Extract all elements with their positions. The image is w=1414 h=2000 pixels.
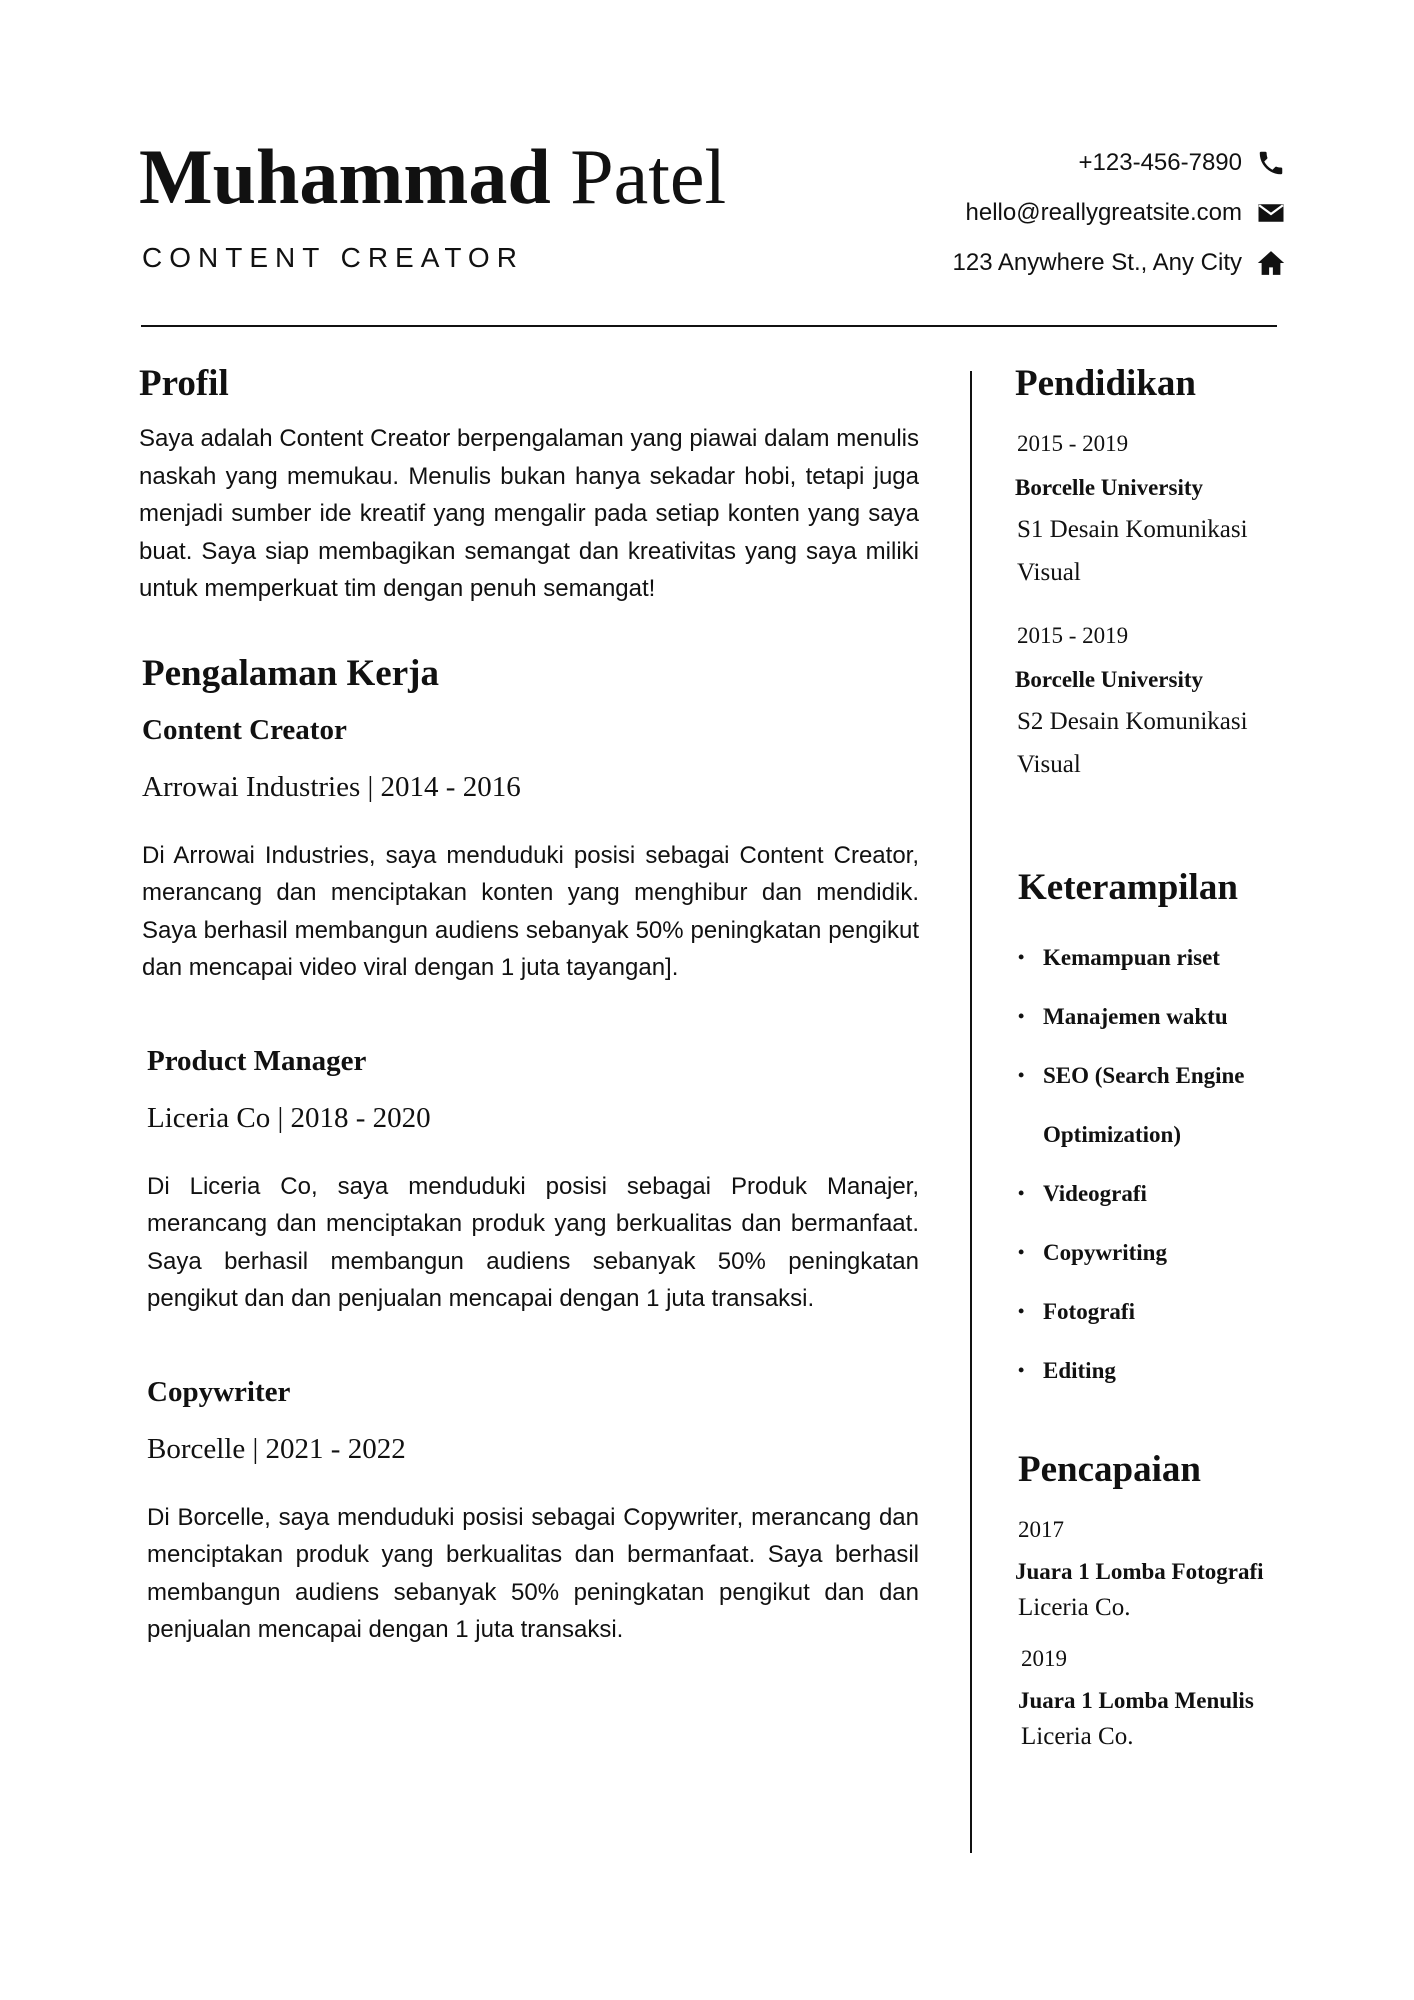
experience-section (139, 650, 919, 1649)
education-school: Borcelle University (1015, 667, 1203, 692)
home-icon (1254, 248, 1288, 278)
address-text: 123 Anywhere St., Any City (952, 249, 1242, 276)
skill-item: • Editing (1018, 1341, 1285, 1400)
phone-icon (1254, 148, 1288, 178)
contact-address (953, 238, 1289, 288)
skill-item: • SEO (Search Engine Optimization) (1018, 1046, 1285, 1164)
candidate-name (139, 132, 726, 222)
job-company-period: Arrowai Industries | 2014 - 2016 (142, 770, 521, 803)
achievement-org: Liceria Co. (1021, 1723, 1134, 1750)
education-years: 2015 - 2019 (1017, 623, 1129, 648)
achievement-year: 2019 (1021, 1646, 1067, 1671)
column-divider (970, 371, 972, 1853)
education-section (1015, 360, 1285, 786)
job-entry (147, 1372, 919, 1649)
job-description: Di Arrowai Industries, saya menduduki posisi sebagai Content Creator, merancang dan menciptakan konten yang menghibur dan mendidik. Saya berhasil membangun audiens sebanyak 50% peningkatan pengikut dan mencapai video viral dengan 1 juta tayangan]. (142, 841, 919, 981)
job-role: CONTENT CREATOR (142, 242, 524, 273)
last-name: Patel (570, 133, 727, 220)
achievement-org: Liceria Co. (1018, 1594, 1131, 1621)
phone-text: +123-456-7890 (1078, 149, 1242, 176)
skills-list (1018, 928, 1285, 1400)
achievements-heading: Pencapaian (1018, 1449, 1201, 1490)
job-description: Di Liceria Co, saya menduduki posisi sebagai Produk Manajer, merancang dan menciptakan produk yang berkualitas dan bermanfaat. Saya berhasil membangun audiens sebanyak 50% peningkatan pengikut dan dan penjualan mencapai dengan 1 juta transaksi. (147, 1172, 919, 1312)
job-company-period: Liceria Co | 2018 - 2020 (147, 1101, 431, 1134)
header-divider (141, 325, 1277, 327)
skill-item: • Manajemen waktu (1018, 987, 1285, 1046)
profile-text: Saya adalah Content Creator berpengalaman yang piawai dalam menulis naskah yang memukau. Menulis bukan hanya sekadar hobi, tetapi juga menjadi sumber ide kreatif yang mengalir pada setiap konten yang saya buat. Saya siap membagikan semangat dan kreativitas yang saya miliki untuk memperkuat tim dengan penuh semangat! (139, 425, 919, 602)
profile-section (139, 360, 919, 608)
skills-heading: Keterampilan (1018, 867, 1238, 908)
contact-phone (953, 138, 1289, 188)
job-title: Product Manager (147, 1044, 367, 1077)
mail-icon (1254, 198, 1288, 228)
skill-item: • Copywriting (1018, 1223, 1285, 1282)
job-entry (147, 1041, 919, 1318)
first-name: Muhammad (139, 133, 551, 220)
skill-item: • Videografi (1018, 1164, 1285, 1223)
achievement-title: Juara 1 Lomba Menulis (1018, 1688, 1254, 1713)
job-company-period: Borcelle | 2021 - 2022 (147, 1432, 406, 1465)
job-title: Content Creator (142, 713, 347, 746)
job-entry (142, 710, 919, 987)
contact-info (953, 138, 1289, 288)
education-school: Borcelle University (1015, 475, 1203, 500)
profile-heading: Profil (139, 363, 229, 404)
contact-email (953, 188, 1289, 238)
achievement-entry (1018, 1643, 1285, 1758)
education-years: 2015 - 2019 (1017, 431, 1129, 456)
achievement-entry (1015, 1514, 1285, 1629)
achievement-year: 2017 (1018, 1517, 1064, 1542)
skills-section (1018, 864, 1285, 1400)
education-entry (1015, 428, 1285, 594)
skill-item: • Kemampuan riset (1018, 928, 1285, 987)
side-column (1015, 360, 1285, 1758)
education-entry (1015, 620, 1285, 786)
achievement-title: Juara 1 Lomba Fotografi (1015, 1559, 1264, 1584)
email-text: hello@reallygreatsite.com (965, 199, 1242, 226)
job-title: Copywriter (147, 1375, 291, 1408)
education-degree: S2 Desain Komunikasi Visual (1017, 708, 1248, 778)
experience-heading: Pengalaman Kerja (142, 652, 439, 694)
achievements-section (1015, 1446, 1285, 1758)
main-column (139, 360, 919, 1649)
skill-item: • Fotografi (1018, 1282, 1285, 1341)
education-degree: S1 Desain Komunikasi Visual (1017, 516, 1248, 586)
education-heading: Pendidikan (1015, 363, 1196, 404)
job-description: Di Borcelle, saya menduduki posisi sebagai Copywriter, merancang dan menciptakan produk yang berkualitas dan bermanfaat. Saya berhasil membangun audiens sebanyak 50% peningkatan pengikut dan dan penjualan mencapai dengan 1 juta transaksi. (147, 1503, 919, 1643)
